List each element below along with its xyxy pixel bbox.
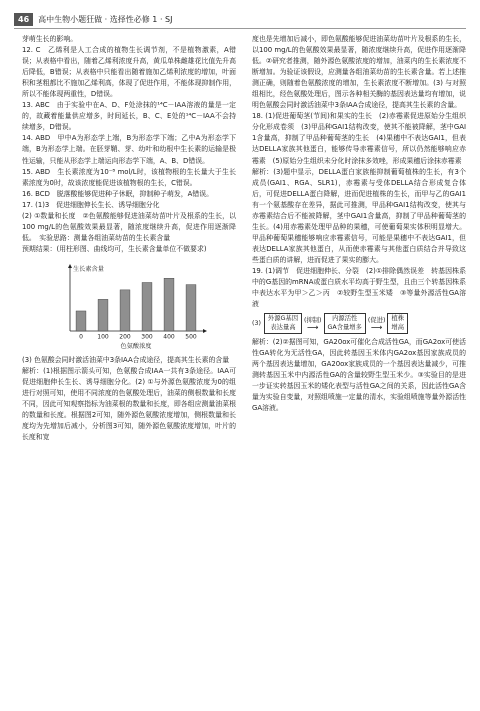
flow-arrow-inhibit — [304, 317, 322, 331]
flow-label: (3) — [252, 320, 261, 328]
flow-box-gene — [264, 313, 302, 334]
bar — [186, 285, 196, 331]
arrow-right-icon: ⟶ — [370, 322, 383, 332]
explanation-18: 解析：(3)题中显示，DELLA蛋白家族能抑制葡萄植株的生长，有3个成员(GAI1、RGA、SLR1)，赤霉素与受体DELLA结合形成复合体后，可促进DELLA蛋白降解，进而促进植株的生长，而甲与乙的GAI1有一个氨基酸存在差异，据此可推测，甲品种GAI1结构改变，使其与赤霉素结合后不能被降解，茎中GAI1含量高，抑制了甲品种葡萄茎的生长。(4)用赤霉素处理甲品种的果穗，可使葡萄果实体积明显增大。甲品种葡萄果穗能够响应赤霉素信号，可能是果穗中不表达GAI1，但表达DELLA家族其他蛋白，从而使赤霉素与其他蛋白质结合并导致这些蛋白质的讲解，进而促进了果实的膨大。 — [252, 167, 466, 264]
answer-16: 16. BCD 脱落酸能够促进种子休眠，抑制种子萌发，A错误。 — [22, 189, 214, 198]
flow-box-text: GA含量增多 — [327, 323, 362, 331]
answer-12: 12. C 乙烯利是人工合成的植物生长调节剂，不是植物激素，A错误；从表格中看出，随着乙烯利浓度升高，黄瓜单株雌雄花比值先升高后降低，B错误；从表格中只能看出随着施加乙烯利浓度的增加，叶面积和茎粗都比不施加乙烯利高，体现了促进作用，不能体现抑制作用，所以不能体现两重性，D错误。 — [22, 46, 236, 99]
answer-17-part2: (2) ①数量和长度 ②色氨酸能够促进油菜幼苗叶片及根系的生长，以100 mg/L的色氨酸效果最显著，随浓度继续升高，促进作用逐渐降低。 实验思路：测量各组油菜幼苗的生长素含量 — [22, 211, 236, 242]
bar — [164, 278, 174, 331]
x-tick-label: 200 — [119, 333, 131, 341]
flow-arrow-promote — [368, 317, 386, 331]
explanation-19: 解析：(2)②据图可知，GA20ox可催化合成活性GA，而GA2ox可使活性GA转化为无活性GA，因此转基因玉米体内GA2ox基因家族成员的两个基因表达量增加，GA20ox家族成员的一个基因表达量减少，可推测转基因玉米中内源活性GA的含量较野生型玉米少。③实验目的是进一步证实转基因玉米的矮化表型与活性GA之间的关系，因此活性GA含量为实验自变量，对照组喷施一定量的清水，实验组喷施等量外源活性GA溶液。 — [252, 338, 466, 413]
flow-box-plant — [387, 313, 408, 334]
paragraph: 度也是先增加后减小，即色氨酸能够促进油菜幼苗叶片及根系的生长，以100 mg/L的色氨酸效果最显著，随浓度继续升高，促进作用逐渐降低。②研究者推测，随外源色氨酸浓度的增加，油菜内的生长素浓度不断增加。为验证该假设，应测量各组油菜幼苗的生长素含量。若上述推测正确，则随着色氨酸浓度的增加，生长素浓度不断增加。(3) 与对照组相比，经色氨酸处理后，图示各种相关酶的基因表达量均有增加，说明色氨酸会同时激活油菜中3条IAA合成途径，提高其生长素的含量。 — [252, 35, 466, 110]
answer-17-part3: (3) 色氨酸会同时激活油菜中3条IAA合成途径，提高其生长素的含量 — [22, 355, 230, 364]
x-tick-label: 0 — [79, 333, 83, 341]
flow-diagram — [252, 313, 466, 334]
answer-18: 18. (1)促进葡萄茎(节间)和果实的生长 (2)赤霉素促进原始分生组织分化形成卷须 (3)甲品种GAI1结构改变，使其不能被降解，茎中GAI1含量高，抑制了甲品种葡萄茎的生长 (4)果穗中不表达GAI1，但表达DELLA家族其他蛋白，能够传导赤霉素信号，所以仍然能够响应赤霉素 (5)原始分生组织未分化时涂抹多效唑，形成果穗后涂抹赤霉素 — [252, 112, 466, 165]
right-column — [252, 34, 466, 415]
answer-13: 13. ABC 由于实验中在A、D、F处涂抹的¹⁴C－IAA溶液的量是一定的，故藏着能量供应增多，时间延长，B、C、E处的¹⁴C－IAA不会持续增多，D错误。 — [22, 101, 236, 132]
bar — [98, 299, 108, 331]
flow-box-text: 增高 — [391, 323, 404, 331]
arrow-right-icon: ⟶ — [307, 322, 319, 332]
left-column — [22, 34, 236, 443]
y-axis-arrow-icon — [68, 264, 72, 268]
book-title: 高中生物小题狂做 · 选择性必修 1 · SJ — [38, 15, 173, 24]
bar-chart-svg — [52, 257, 212, 353]
explanation-17: 解析：(1)根据图示箭头可知，色氨酸合成IAA一共有3条途径。IAA可促进细胞伸长生长、诱导细胞分化。(2) ①与外源色氨酸浓度为0的组进行对照可知，使用不同浓度的色氨酸处理后，油菜的侧根数量和长度不同，因此可知观察指标为油菜根的数量和长度，即各组应测量油菜根的数量和长度。根据图2可知，随外源色氨酸浓度增加，侧根数量和长度均为先增加后减小，分析图3可知，随外源色氨酸浓度增加，叶片的长度和宽 — [22, 366, 236, 442]
flow-arrow-label: (抑制) — [304, 316, 322, 324]
answer-17-part1: 17. (1)3 促进细胞伸长生长、诱导细胞分化 — [22, 200, 160, 209]
x-axis-label: 色氨酸浓度 — [120, 342, 152, 350]
x-tick-label: 300 — [141, 333, 153, 341]
answer-15: 15. ABD 生长素浓度为10⁻⁸ mol/L时，该植物根的生长量大于生长素浓度为0时，故该浓度能促进该植物根的生长，C错误。 — [22, 167, 236, 187]
flow-box-ga — [324, 313, 366, 334]
bar — [142, 282, 152, 331]
flow-box-text: 植株 — [391, 315, 404, 323]
page-number: 46 — [14, 13, 33, 26]
x-tick-label: 100 — [97, 333, 109, 341]
x-tick-label: 400 — [163, 333, 175, 341]
flow-box-text: 外源G基因 — [267, 315, 298, 323]
flow-arrow-label: (促进) — [367, 316, 386, 324]
answer-14: 14. ABD 甲中A为形态学上端，B为形态学下端；乙中A为形态学下端，B为形态学上端。在胚芽鞘、芽、幼叶和幼根中生长素的运输是极性运输，只能从形态学上端运向形态学下端，A、B、D错误。 — [22, 134, 236, 165]
bar — [76, 311, 86, 331]
x-tick-label: 500 — [185, 333, 197, 341]
flow-box-text: 内源活性 — [332, 315, 358, 323]
answer-17-expected: 预期结果：(用柱形图、曲线均可，生长素含量单位不做要求) — [22, 244, 207, 253]
flow-box-text: 表达量高 — [270, 323, 296, 331]
paragraph: 芽萌生长的影响。 — [22, 35, 78, 43]
y-axis-label: 生长素含量 — [73, 265, 104, 273]
bar-chart — [52, 257, 212, 353]
answer-19: 19. (1)调节 促进细胞伸长、分裂 (2)①排除偶然误差 转基因株系中的G基因的mRNA或蛋白质水平均高于野生型，且由三个转基因株系中表达水平为甲＞乙＞丙 ②较野生型玉米矮 ③等量外源活性GA溶液 — [252, 266, 466, 309]
page-header — [14, 12, 466, 29]
bar — [120, 290, 130, 331]
x-axis-arrow-icon — [203, 329, 207, 333]
